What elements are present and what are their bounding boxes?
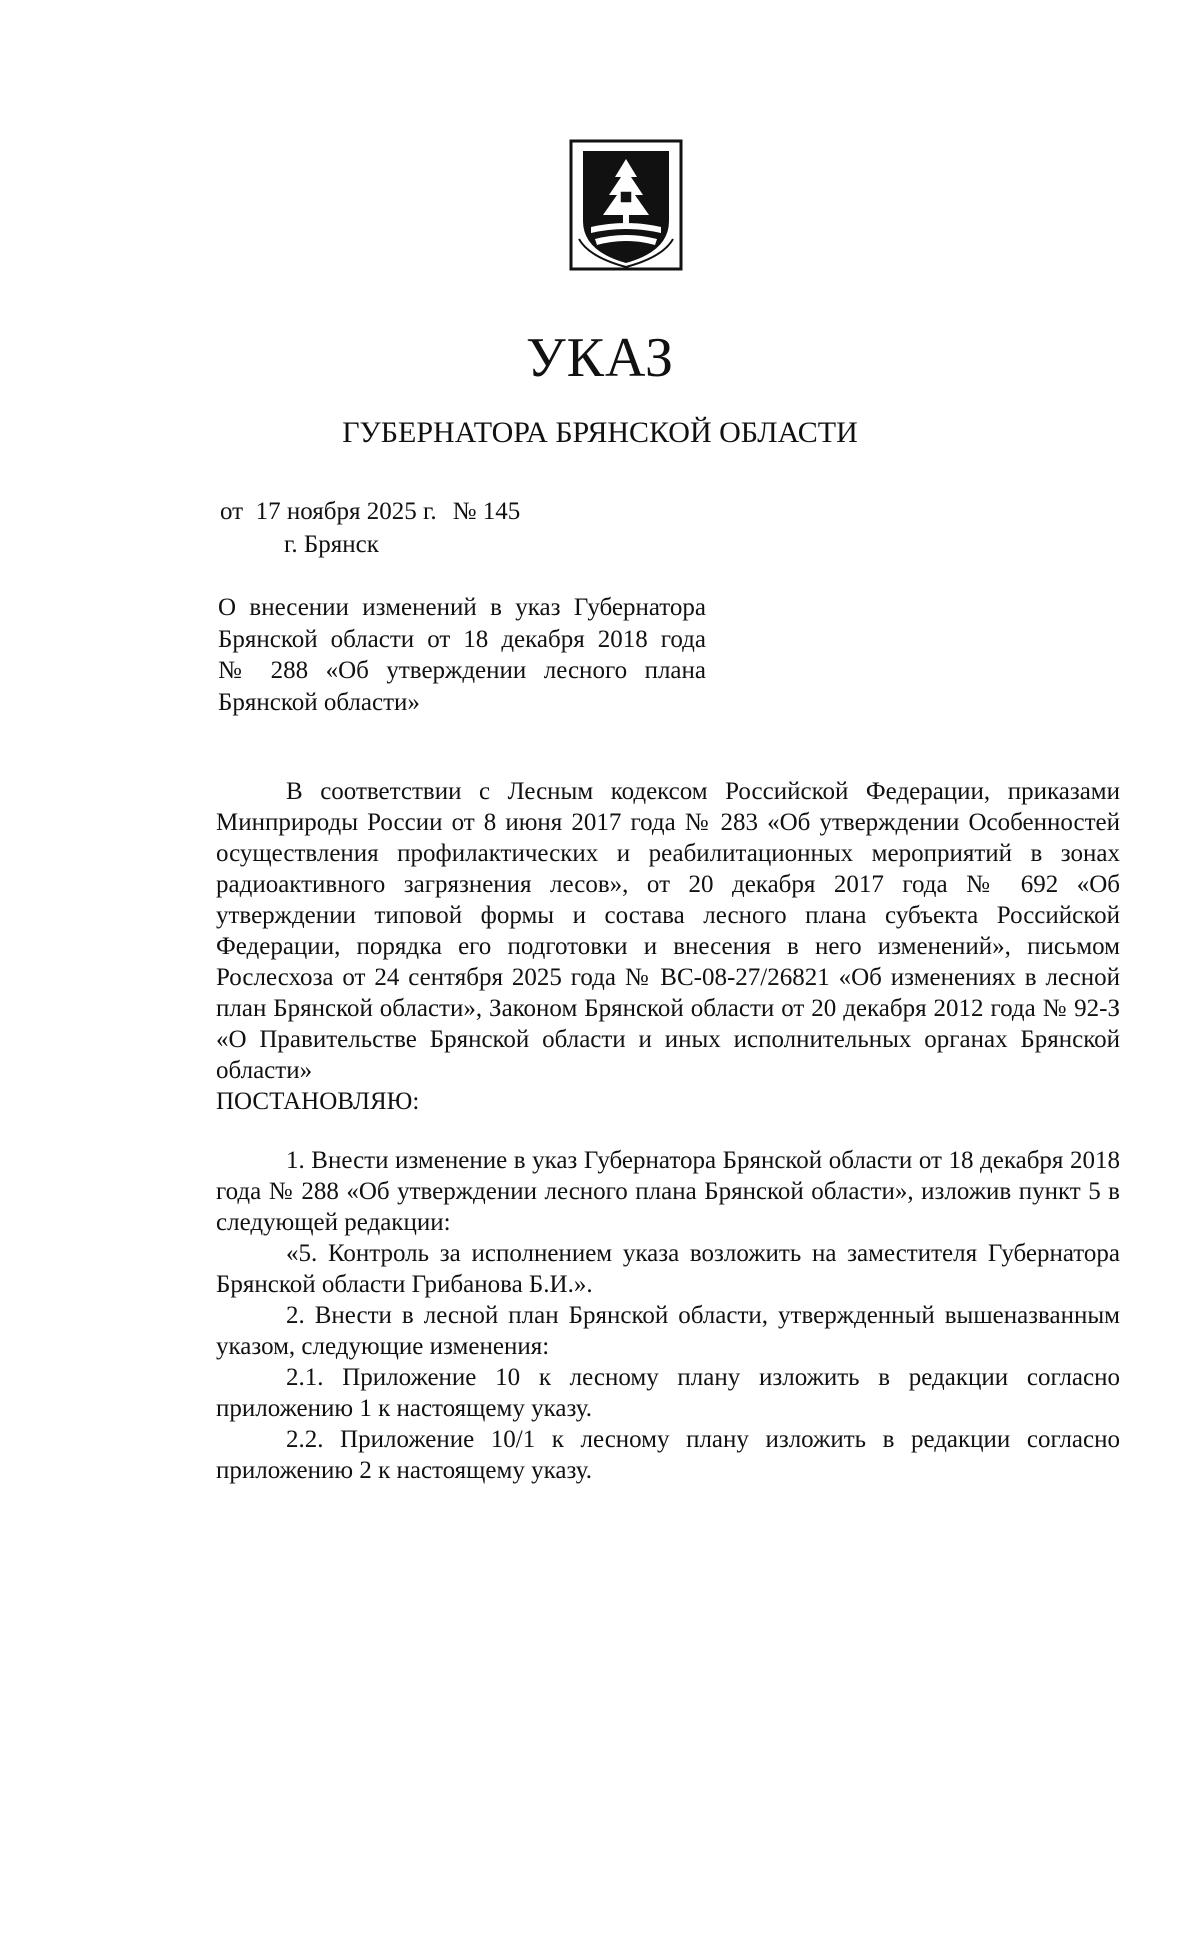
date-text: от 17 ноября 2025 г. bbox=[220, 498, 437, 525]
document-subtitle: ГУБЕРНАТОРА БРЯНСКОЙ ОБЛАСТИ bbox=[342, 416, 858, 449]
item-paragraph: 2. Внести в лесной план Брянской области, утвержденный вышеназванным указом, следующие изменения: bbox=[216, 1302, 1120, 1360]
preamble-paragraph: В соответствии с Лесным кодексом Российской Федерации, приказами Минприроды России от 8 июня 2017 года № 283 «Об утверждении Особенностей осуществления профилактических и реабилитационных мероприятий в зонах радиоактивного загрязнения лесов», от 20 декабря 2017 года № 692 «Об утверждении типовой формы и состава лесного плана субъекта Российской Федерации, порядка его подготовки и внесения в него изменений», письмом Рослесхоза от 24 сентября 2025 года № ВС-08-27/26821 «Об изменениях в лесной план Брянской области», Законом Брянской области от 20 декабря 2012 года № 92-З «О Правительстве Брянской области и иных исполнительных органах Брянской области» bbox=[216, 778, 1120, 1084]
item-paragraph: 2.1. Приложение 10 к лесному плану изложить в редакции согласно приложению 1 к настоящему указу. bbox=[216, 1364, 1120, 1422]
document-title: УКАЗ bbox=[525, 327, 675, 389]
subject-line: Брянской области» bbox=[218, 688, 420, 716]
subject-line: Брянской области от 18 декабря 2018 года bbox=[218, 625, 706, 653]
item-paragraph: «5. Контроль за исполнением указа возложить на заместителя Губернатора Брянской области Грибанова Б.И.». bbox=[216, 1240, 1120, 1298]
document-subject bbox=[218, 592, 706, 718]
resolve-word: ПОСТАНОВЛЯЮ: bbox=[216, 1088, 420, 1115]
document-body bbox=[216, 776, 1120, 1486]
document-city: г. Брянск bbox=[284, 531, 379, 558]
document-number: № 145 bbox=[452, 498, 521, 525]
item-paragraph: 2.2. Приложение 10/1 к лесному плану изложить в редакции согласно приложению 2 к настоящему указу. bbox=[216, 1426, 1120, 1484]
coat-of-arms-icon bbox=[569, 139, 683, 271]
subject-line: О внесении изменений в указ Губернатора bbox=[218, 594, 706, 621]
subject-line: № 288 «Об утверждении лесного плана bbox=[218, 657, 706, 684]
item-paragraph: 1. Внести изменение в указ Губернатора Брянской области от 18 декабря 2018 года № 288 «Об утверждении лесного плана Брянской области», изложив пункт 5 в следующей редакции: bbox=[216, 1147, 1120, 1236]
document-date bbox=[220, 497, 520, 527]
